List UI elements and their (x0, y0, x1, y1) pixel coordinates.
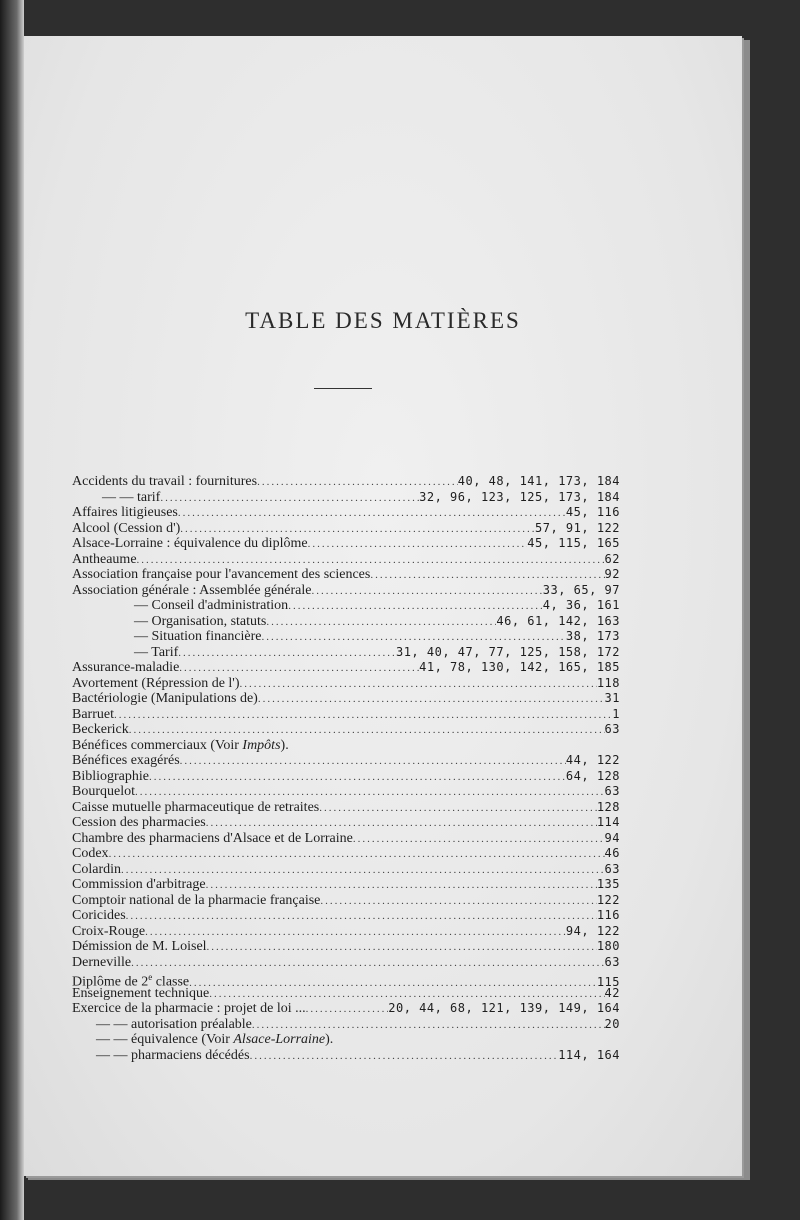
leader-dots (160, 491, 419, 507)
toc-entry-pages: 46 (604, 846, 620, 860)
toc-entry-label: Affaires litigieuses (72, 505, 178, 520)
toc-entry (72, 660, 620, 676)
leader-dots (266, 615, 496, 631)
toc-entry (72, 800, 620, 816)
toc-entry-pages: 31, 40, 47, 77, 125, 158, 172 (395, 644, 620, 659)
toc-entry (72, 676, 620, 692)
toc-entry-label: Bénéfices commerciaux (Voir Impôts). (72, 737, 289, 753)
scan-border (0, 0, 24, 1220)
page-title: TABLE DES MATIÈRES (245, 308, 521, 333)
toc-entry-label: Colardin (72, 861, 121, 877)
leader-dots (240, 677, 597, 693)
toc-entry (72, 614, 620, 630)
leader-dots (311, 584, 542, 600)
toc-entry (72, 908, 620, 924)
toc-entry-label: Derneville (72, 954, 132, 970)
leader-dots (206, 878, 597, 894)
toc-entry (72, 970, 620, 990)
toc-entry (72, 505, 620, 521)
toc-entry (72, 567, 620, 583)
leader-dots (126, 909, 597, 925)
leader-dots (131, 956, 604, 972)
toc-entry (72, 893, 620, 909)
toc-entry-label: — — équivalence (Voir Alsace-Lorraine). (96, 1032, 334, 1047)
toc-entry-label: Assurance-maladie (72, 660, 180, 675)
toc-entry-label: Bénéfices exagérés (72, 753, 180, 768)
toc-entry-label: Barruet (72, 706, 114, 722)
toc-entry-pages: 63 (604, 861, 620, 876)
toc-entry-label: Bactériologie (Manipulations de) (72, 691, 258, 706)
toc-entry-label: — — tarif (102, 489, 161, 505)
leader-dots (262, 630, 566, 646)
leader-dots (209, 987, 604, 1003)
toc-entry-label: Accidents du travail : fournitures (72, 474, 258, 489)
leader-dots (121, 863, 605, 879)
toc-entry-pages: 45, 115, 165 (527, 536, 620, 550)
toc-entry-pages: 135 (596, 877, 620, 891)
toc-entry (72, 924, 620, 940)
leader-dots (149, 770, 566, 786)
toc-entry-label: Cession des pharmacies (72, 815, 206, 830)
toc-entry-pages: 33, 65, 97 (542, 582, 620, 597)
toc-entry-pages: 44, 122 (565, 753, 620, 767)
toc-entry (72, 583, 620, 599)
toc-entry-label: Enseignement technique (72, 985, 210, 1001)
document-page (24, 36, 742, 1176)
toc-entry-pages: 114 (596, 815, 620, 829)
toc-entry (72, 753, 620, 769)
leader-dots (258, 692, 605, 708)
toc-entry (72, 831, 620, 847)
leader-dots (320, 894, 596, 910)
toc-entry-pages: 63 (604, 784, 620, 798)
toc-entry-label: — Situation financière (134, 629, 262, 644)
toc-entry (72, 722, 620, 738)
toc-entry (72, 877, 620, 893)
toc-entry (72, 1017, 620, 1033)
toc-entry (72, 862, 620, 878)
toc-entry-pages: 64, 128 (565, 768, 620, 783)
leader-dots (206, 816, 597, 832)
toc-entry-pages: 31 (604, 691, 620, 705)
toc-entry-label: Association française pour l'avancement des sciences (72, 567, 371, 582)
toc-entry-label: Diplôme de 2e classe (72, 972, 190, 990)
toc-entry-pages: 114, 164 (558, 1047, 620, 1062)
toc-entry-label: — Organisation, statuts (134, 613, 267, 629)
leader-dots (257, 475, 458, 491)
toc-entry-pages: 45, 116 (565, 505, 620, 519)
toc-entry-pages: 38, 173 (565, 629, 620, 643)
cross-reference: Impôts (242, 737, 281, 753)
toc-entry-pages: 122 (596, 892, 620, 907)
toc-entry-label: Alsace-Lorraine : équivalence du diplôme (72, 536, 308, 551)
toc-entry (72, 691, 620, 707)
toc-entry-pages: 20, 44, 68, 121, 139, 149, 164 (388, 1001, 620, 1015)
toc-entry-label: Démission de M. Loisel (72, 939, 207, 954)
toc-entry-label: Chambre des pharmaciens d'Alsace et de Lorraine (72, 830, 353, 846)
leader-dots (129, 723, 605, 739)
toc-entry (72, 598, 620, 614)
toc-entry-pages: 94, 122 (565, 923, 620, 938)
leader-dots (370, 568, 604, 584)
toc-entry-pages: 92 (604, 567, 620, 581)
toc-entry-label: Exercice de la pharmacie : projet de loi ... (72, 1001, 306, 1016)
toc-entry (72, 552, 620, 568)
toc-entry-label: Antheaume (72, 551, 137, 567)
toc-entry (72, 645, 620, 661)
toc-entry (72, 955, 620, 971)
toc-entry (72, 784, 620, 800)
leader-dots (288, 599, 543, 615)
toc-entry-label: Commission d'arbitrage (72, 877, 206, 892)
toc-entry (72, 815, 620, 831)
leader-dots (178, 646, 396, 662)
toc-entry-pages: 20 (604, 1016, 620, 1031)
toc-entry-label: Beckerick (72, 722, 129, 737)
toc-entry-pages: 118 (596, 675, 620, 690)
toc-entry-label: Association générale : Assemblée générale (72, 582, 312, 598)
toc-entry (72, 939, 620, 955)
toc-entry-pages: 40, 48, 141, 173, 184 (457, 474, 620, 488)
toc-entry-label: Alcool (Cession d') (72, 520, 181, 536)
toc-entry-label: Bourquelot (72, 784, 135, 799)
toc-entry-pages: 94 (604, 830, 620, 845)
leader-dots (178, 506, 566, 522)
leader-dots (308, 537, 528, 553)
table-of-contents (72, 474, 620, 1063)
toc-entry-pages: 57, 91, 122 (535, 520, 620, 535)
toc-entry (72, 490, 620, 506)
leader-dots (250, 1049, 559, 1065)
leader-dots (319, 801, 597, 817)
leader-dots (252, 1018, 605, 1034)
toc-entry (72, 629, 620, 645)
toc-entry-pages: 1 (612, 706, 620, 721)
toc-entry-label: — — autorisation préalable (96, 1016, 252, 1032)
leader-dots (306, 1002, 389, 1018)
toc-entry-pages: 128 (596, 799, 620, 814)
leader-dots (179, 661, 419, 677)
leader-dots (135, 785, 605, 801)
toc-entry-pages: 63 (604, 722, 620, 736)
leader-dots (353, 832, 605, 848)
toc-entry-label: Bibliographie (72, 768, 149, 784)
toc-entry-label: Avortement (Répression de l') (72, 675, 240, 691)
toc-entry (72, 846, 620, 862)
toc-entry-pages: 41, 78, 130, 142, 165, 185 (419, 660, 620, 674)
toc-entry (72, 738, 620, 754)
toc-entry-pages: 46, 61, 142, 163 (496, 613, 620, 628)
title-rule (314, 388, 372, 389)
toc-entry-pages: 63 (604, 954, 620, 969)
toc-entry (72, 536, 620, 552)
toc-entry-label: Croix-Rouge (72, 923, 146, 939)
toc-entry-label: Coricides (72, 908, 126, 923)
toc-entry-pages: 32, 96, 123, 125, 173, 184 (419, 489, 620, 504)
toc-entry (72, 1001, 620, 1017)
leader-dots (180, 522, 535, 538)
leader-dots (145, 925, 566, 941)
toc-entry-label: — Tarif (134, 644, 179, 660)
toc-entry-label: Comptoir national de la pharmacie française (72, 892, 321, 908)
toc-entry-label: Caisse mutuelle pharmaceutique de retraites (72, 799, 320, 815)
toc-entry (72, 707, 620, 723)
toc-entry-pages: 116 (596, 908, 620, 922)
leader-dots (207, 940, 597, 956)
toc-entry (72, 474, 620, 490)
toc-entry-label: Codex (72, 846, 109, 861)
leader-dots (180, 754, 566, 770)
toc-entry-pages: 42 (604, 985, 620, 1000)
toc-entry-pages: 4, 36, 161 (542, 598, 620, 612)
toc-entry (72, 769, 620, 785)
leader-dots (114, 708, 612, 724)
leader-dots (137, 553, 605, 569)
toc-entry (72, 1048, 620, 1064)
toc-entry-pages: 180 (596, 939, 620, 953)
toc-entry-pages: 115 (596, 974, 620, 989)
toc-entry (72, 521, 620, 537)
toc-entry-label: — Conseil d'administration (134, 598, 289, 613)
cross-reference: Alsace-Lorraine (233, 1032, 326, 1047)
leader-dots (109, 847, 605, 863)
toc-entry-label: — — pharmaciens décédés (96, 1047, 250, 1063)
toc-entry (72, 1032, 620, 1048)
toc-entry-pages: 62 (604, 551, 620, 566)
toc-entry (72, 986, 620, 1002)
